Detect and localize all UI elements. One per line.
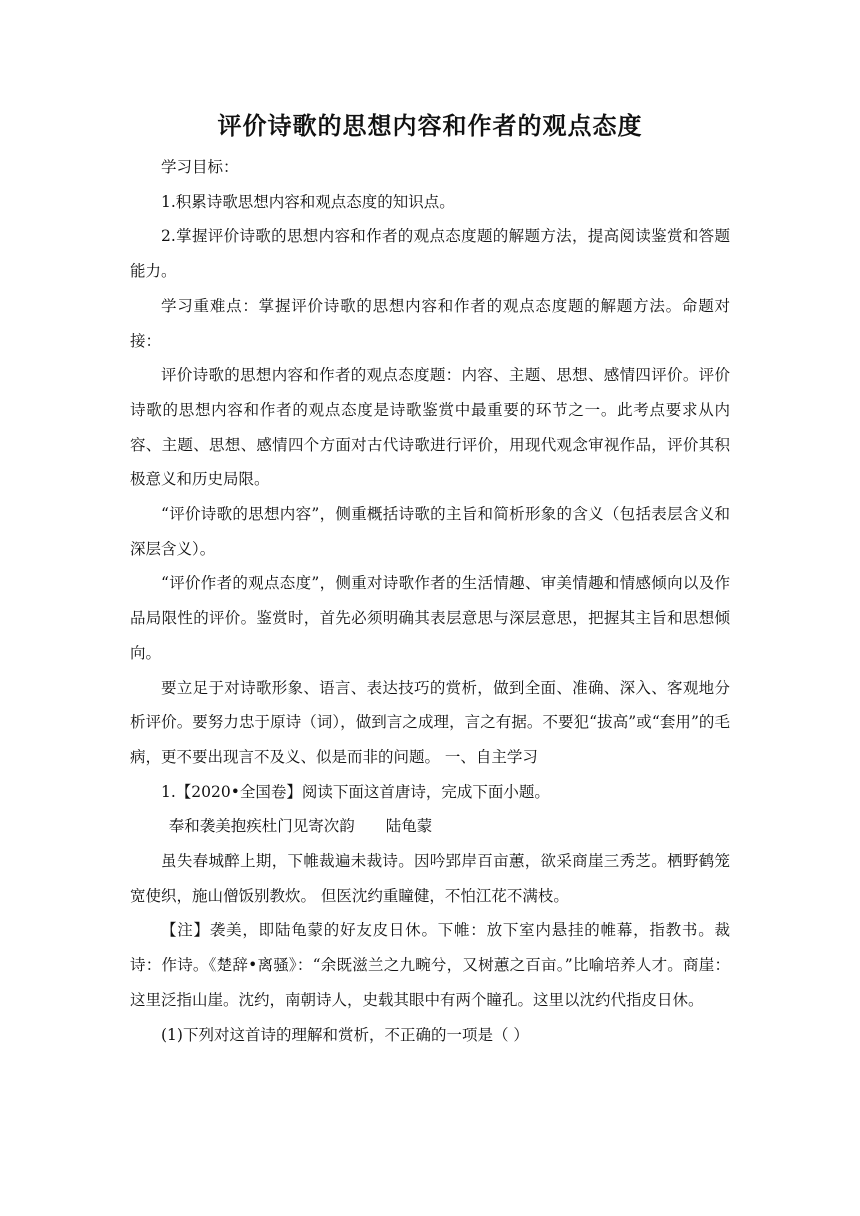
document-title: 评价诗歌的思想内容和作者的观点态度 — [217, 112, 643, 140]
poem-title: 奉和袭美抱疾杜门见寄次韵 陆龟蒙 — [168, 817, 433, 836]
analysis-requirement-paragraph: 要立足于对诗歌形象、语言、表达技巧的赏析，做到全面、准确、深入、客观地分析评价。要努力忠于原诗（词），做到言之成理，言之有据。不要犯“拔高”或“套用”的毛病，更不要出现言不及义、似是而非的问题。 一、自主学习 — [130, 678, 730, 766]
poem-notes: 【注】袭美，即陆龟蒙的好友皮日休。下帷：放下室内悬挂的帷幕，指教书。裁诗：作诗。《楚辞•离骚》：“余既滋兰之九畹兮，又树蕙之百亩。”比喻培养人才。商崖：这里泛指山崖。沈约，南朝诗人，史载其眼中有两个瞳孔。这里以沈约代指皮日休。 — [130, 921, 730, 1009]
content-evaluation-paragraph: “评价诗歌的思想内容”，侧重概括诗歌的主旨和简析形象的含义（包括表层含义和深层含义）。 — [130, 505, 730, 558]
poem-text: 虽失春城醉上期，下帷裁遍未裁诗。因吟郢岸百亩蕙，欲采商崖三秀芝。栖野鹤笼宽使织，施山僧饭别教炊。 但医沈约重瞳健，不怕江花不满枝。 — [130, 852, 730, 905]
learning-goals-heading: 学习目标： — [161, 158, 239, 176]
document-body — [130, 150, 730, 1052]
exercise-intro: 1.【2020•全国卷】阅读下面这首唐诗，完成下面小题。 — [161, 782, 550, 801]
attitude-evaluation-paragraph: “评价作者的观点态度”，侧重对诗歌作者的生活情趣、审美情趣和情感倾向以及作品局限性的评价。鉴赏时，首先必须明确其表层意思与深层意思，把握其主旨和思想倾向。 — [130, 574, 730, 662]
goal-item-1: 1.积累诗歌思想内容和观点态度的知识点。 — [161, 192, 455, 211]
question-1: (1)下列对这首诗的理解和赏析，不正确的一项是（ ） — [161, 1025, 529, 1044]
evaluation-intro-paragraph: 评价诗歌的思想内容和作者的观点态度题：内容、主题、思想、感情四评价。评价诗歌的思想内容和作者的观点态度是诗歌鉴赏中最重要的环节之一。此考点要求从内容、主题、思想、感情四个方面对古代诗歌进行评价，用现代观念审视作品，评价其积极意义和历史局限。 — [130, 366, 730, 489]
goal-item-2: 2.掌握评价诗歌的思想内容和作者的观点态度题的解题方法，提高阅读鉴赏和答题能力。 — [130, 227, 730, 281]
key-points-paragraph: 学习重难点：掌握评价诗歌的思想内容和作者的观点态度题的解题方法。命题对接： — [130, 296, 730, 350]
